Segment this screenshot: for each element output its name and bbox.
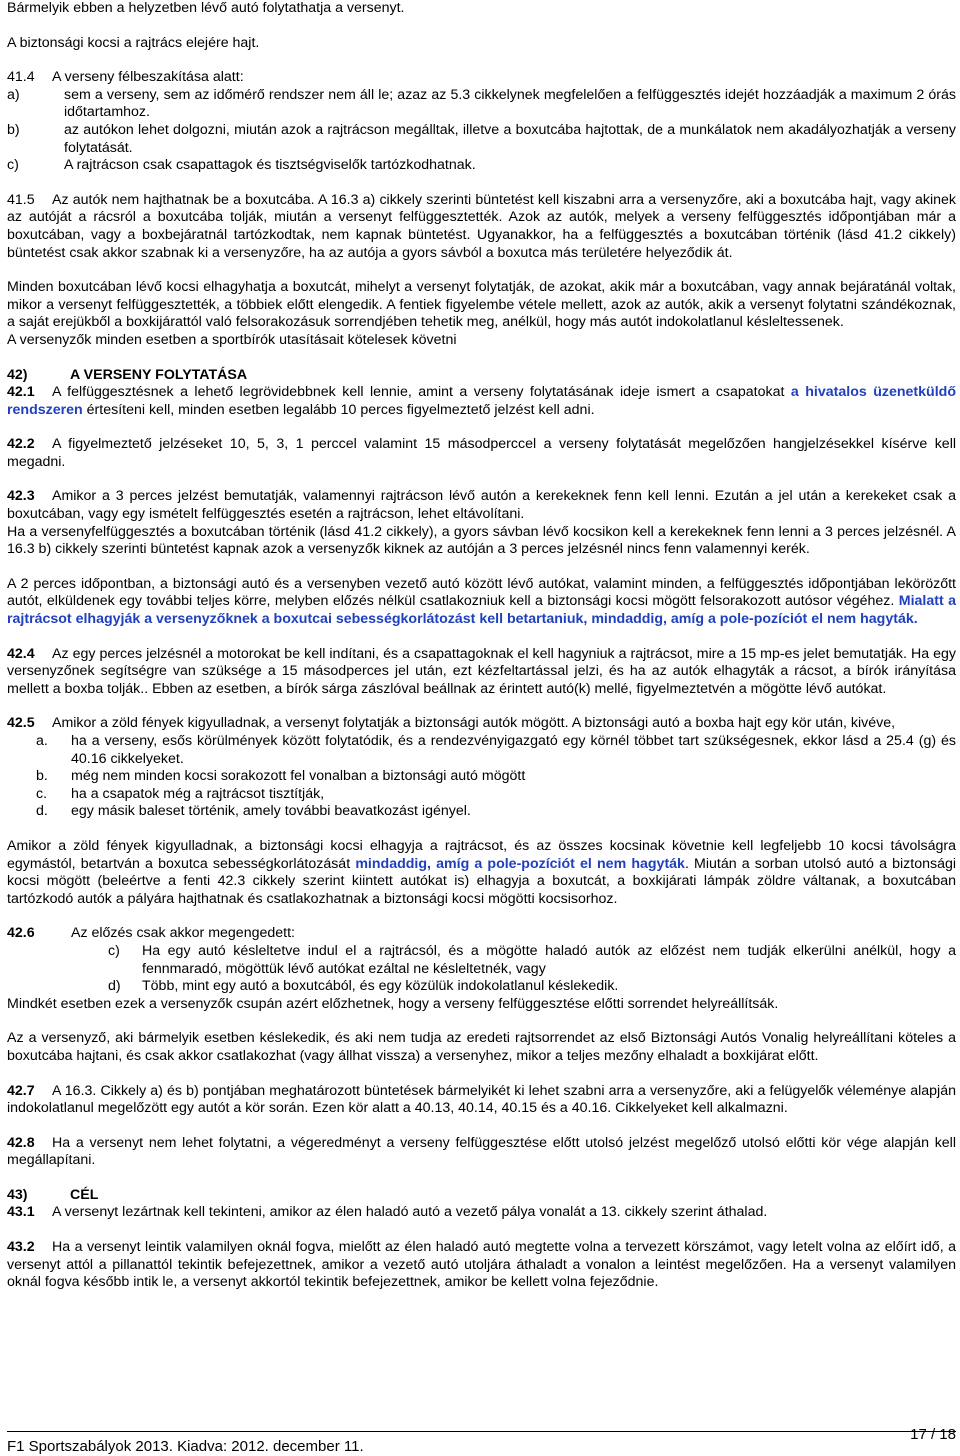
section-43-1: 43.1 A versenyt lezártnak kell tekinteni, amikor az élen haladó autó a vezető pálya vonalát a 13. cikkely szerint áthalad. [7,1204,768,1221]
section-title: A verseny félbeszakítása alatt: [52,69,244,86]
section-42-3: 42.3 Amikor a 3 perces jelzést bemutatják, valamennyi rajtrácson lévő autón a kerekeknek fenn kell lenni. Ezután a jel után a kerekeket csak a boxutcában, vagy egy ismételt felfüggesztés esetén a rajtrácson, lehet eltávolítani. [7,488,956,523]
list-item: b. még nem minden kocsi sorakozott fel vonalban a biztonsági autó mögött [36,768,526,785]
section-42-1: 42.1 A felfüggesztésnek a lehető legrövidebbnek kell lennie, amint a verseny folytatásának ideje ismert a csapatokat a hivatalos üzenetküldő rendszeren értesíteni kell, minden esetben legalább 10 perces figyelmeztető jelzést kell adni. [7,384,956,418]
section-42-6: 42.6 Az előzés csak akkor megengedett: [7,925,295,942]
paragraph: Amikor a zöld fények kigyulladnak, a biztonsági kocsi elhagyja a rajtrácsot, és az összes kocsinak követnie kell legfeljebb 10 kocsi távolságra egymástól, betartván a boxutca sebességkorlátozását mindaddig, amíg a pole-pozíciót el nem hagyták. Miután a sorban utolsó autó a biztonsági kocsi mögött (beleértve a fenti 42.3 cikkely szerint kiintett autókat is) elhagyja a boxutcát, a boxkijárati lámpák zöldre váltanak, a boxutcában tartózkodó autók a pályára hajthatnak és csatlakozhatnak a biztonsági kocsi mögötti kocsisorhoz. [7,837,957,907]
heading-42: 42) A VERSENY FOLYTATÁSA [7,366,248,383]
section-43-2: 43.2 Ha a versenyt leintik valamilyen oknál fogva, mielőtt az élen haladó autó megtette volna a tervezett körszámot, vagy letelt volna az előírt idő, a versenyt attól a pillanattól tekintik befejezettnek, amikor a vezető autó utoljára áthaladt a vonalon a leintést megelőzően. Ha a versenyt valamilyen oknál fogva később intik le, a versenyt akkortól tekintik befejezettnek, amikor be kellett volna fejeződnie. [7,1239,956,1291]
section-number: 41.5 [7,191,35,208]
section-42-5: 42.5 Amikor a zöld fények kigyulladnak, a versenyt folytatják a biztonsági autók mögött. A biztonsági autó a boxba hajt egy kör után, kivéve, [7,715,896,732]
page-number: 17 / 18 [910,1426,956,1443]
list-item: b) az autókon lehet dolgozni, miután azok a rajtrácson megálltak, illetve a boxutcába hajtottak, de a munkálatok nem akadályozhatják a verseny folytatását. [7,121,956,156]
list-item: c. ha a csapatok még a rajtrácsot tisztítják, [36,785,325,802]
section-42-2: 42.2 A figyelmeztető jelzéseket 10, 5, 3, 1 perccel valamint 15 másodperccel a verseny folytatását megelőzően hangjelzésekkel kísérve kell megadni. [7,436,956,470]
paragraph: Mindkét esetben ezek a versenyzők csupán azért előzhetnek, hogy a verseny felfüggesztése előtti sorrendet helyreállítsák. [7,995,779,1012]
section-41-4 [7,69,956,87]
footer-title: F1 Sportszabályok 2013. Kiadva: 2012. december 11. [7,1438,364,1455]
paragraph: Minden boxutcában lévő kocsi elhagyhatja a boxutcát, mihelyt a versenyt folytatják, de azokat, akik már a boxutcában, vagy annak bejáratánál voltak, mikor a versenyt felfüggesztették, a többiek előtt elengedik. A fentiek figyelembe vétele mellett, azok az autók, akik a versenyt folytatni szándékoznak, a saját erejükből a boxkijárattól való felsorakozásuk sorrendjében tehetik meg, anélkül, hogy más autót indokolatlanul késleltessenek. [7,279,956,331]
section-41-5: 41.5 Az autók nem hajthatnak be a boxutcába. A 16.3 a) cikkely szerinti büntetést kell kiszabni arra a versenyzőre, aki a boxutcába hajt, vagy akinek az autóját a rácsról a boxutcába tolják, miután a versenyt felfüggesztették. Azok az autók, melyek a verseny felfüggesztés időpontjában már a boxutcában, vagy a boxbejáratnál tartózkodtak, nem kapnak büntetést. Ugyanakkor, ha a felfüggesztés a boxutcában történik (lásd 41.2 cikkely) büntetést csak akkor szabnak ki a versenyzőre, ha az autója a gyors sávból a boxutca más területére helyeződik át. [7,191,956,261]
section-42-8: 42.8 Ha a versenyt nem lehet folytatni, a végeredményt a verseny felfüggesztése előtt utolsó jelzést megelőző utolsó előtti kör vége alapján kell megállapítani. [7,1134,956,1169]
section-42-4: 42.4 Az egy perces jelzésnél a motorokat be kell indítani, és a csapattagoknak el kell hagyniuk a rajtrácsot, mire a 15 mp-es jelet bemutatják. Ha egy versenyzőnek segítségre van szüksége a 15 másodperces jel után, ezt kézfeltartással jelzi, és ha az autók elhagyták a rácsot, a bírók irányítása mellett a boxba tolják.. Ebben az esetben, a bírók sárga zászlóval beállnak az érintett autó(k) mellé, figyelmeztetvén a mögötte lévő autókat. [7,645,956,697]
section-42-7: 42.7 A 16.3. Cikkely a) és b) pontjában meghatározott büntetések bármelyikét ki lehet szabni arra a versenyzőre, aki a felügyelők véleménye alapján indokolatlanul megelőzött egy autót a kör során. Ezen kör alatt a 40.13, 40.14, 40.15 és a 40.16. Cikkelyeket kell alkalmazni. [7,1082,956,1117]
list-item: d) Több, mint egy autó a boxutcából, és egy közülük indokolatlanul késlekedik. [108,978,619,995]
paragraph: Bármelyik ebben a helyzetben lévő autó folytathatja a versenyt. [7,0,405,16]
paragraph: A 2 perces időpontban, a biztonsági autó és a versenyben vezető autó között lévő autókat, valamint minden, a felfüggesztés időpontjában lekörözőtt autót, elküldenek egy további teljes körre, melyben előzés nélkül csatlakozniuk kell a biztonsági kocsi mögött felsorakozott autósor végéhez. Mialatt a rajtrácsot elhagyják a versenyzőknek a boxutcai sebességkorlátozást kell betartaniuk, mindaddig, amíg a pole-pozíciót el nem hagyták. [7,575,957,628]
paragraph: Az a versenyző, aki bármelyik esetben késlekedik, és aki nem tudja az eredeti rajtsorrendet az első Biztonsági Autós Vonalig helyreállítani köteles a boxutcába hajtani, és csak akkor csatlakozhat (vagy állhat vissza) a versenyhez, mikor a teljes mezőny elhaladt a boxkijárat előtt. [7,1030,956,1064]
document-body [7,0,956,1292]
paragraph: Ha a versenyfelfüggesztés a boxutcában történik (lásd 41.2 cikkely), a gyors sávban lévő kocsikon kell a kerekeknek fenn lenni a 3 perces jelzésnél. A 16.3 b) cikkely szerinti büntetést kapnak azok a versenyzők kiknek az autóján a 3 perces jelzésnél nincs fenn valamennyi kerék. [7,523,956,558]
list-item: a) sem a verseny, sem az időmérő rendszer nem áll le; azaz az 5.3 cikkelynek megfelelően a felfüggesztés idejét hozzáadják a maximum 2 órás időtartamhoz. [7,86,956,121]
paragraph: A biztonsági kocsi a rajtrács elejére hajt. [7,34,260,51]
list-item: c) Ha egy autó késleltetve indul el a rajtrácsól, és a mögötte haladó autók az előzést nem tudják elkerülni anélkül, hogy a fennmaradó, mögöttük lévő autókat ezáltal ne késleltetnék, vagy [108,942,956,977]
list-item: a. ha a verseny, esős körülmények között folytatódik, és a rendezvényigazgató egy körnél többet tart szükségesnek, ekkor lásd a 25.4 (g) és 40.16 cikkelyeket. [36,733,956,767]
list-item: d. egy másik baleset történik, amely további beavatkozást igényel. [36,803,471,820]
page-footer [7,1426,956,1455]
section-number: 41.4 [7,69,35,86]
paragraph: A versenyzők minden esetben a sportbírók utasításait kötelesek követni [7,331,457,348]
list-item: c) A rajtrácson csak csapattagok és tisztségviselők tartózkodhatnak. [7,157,476,174]
heading-43: 43) CÉL [7,1186,99,1203]
